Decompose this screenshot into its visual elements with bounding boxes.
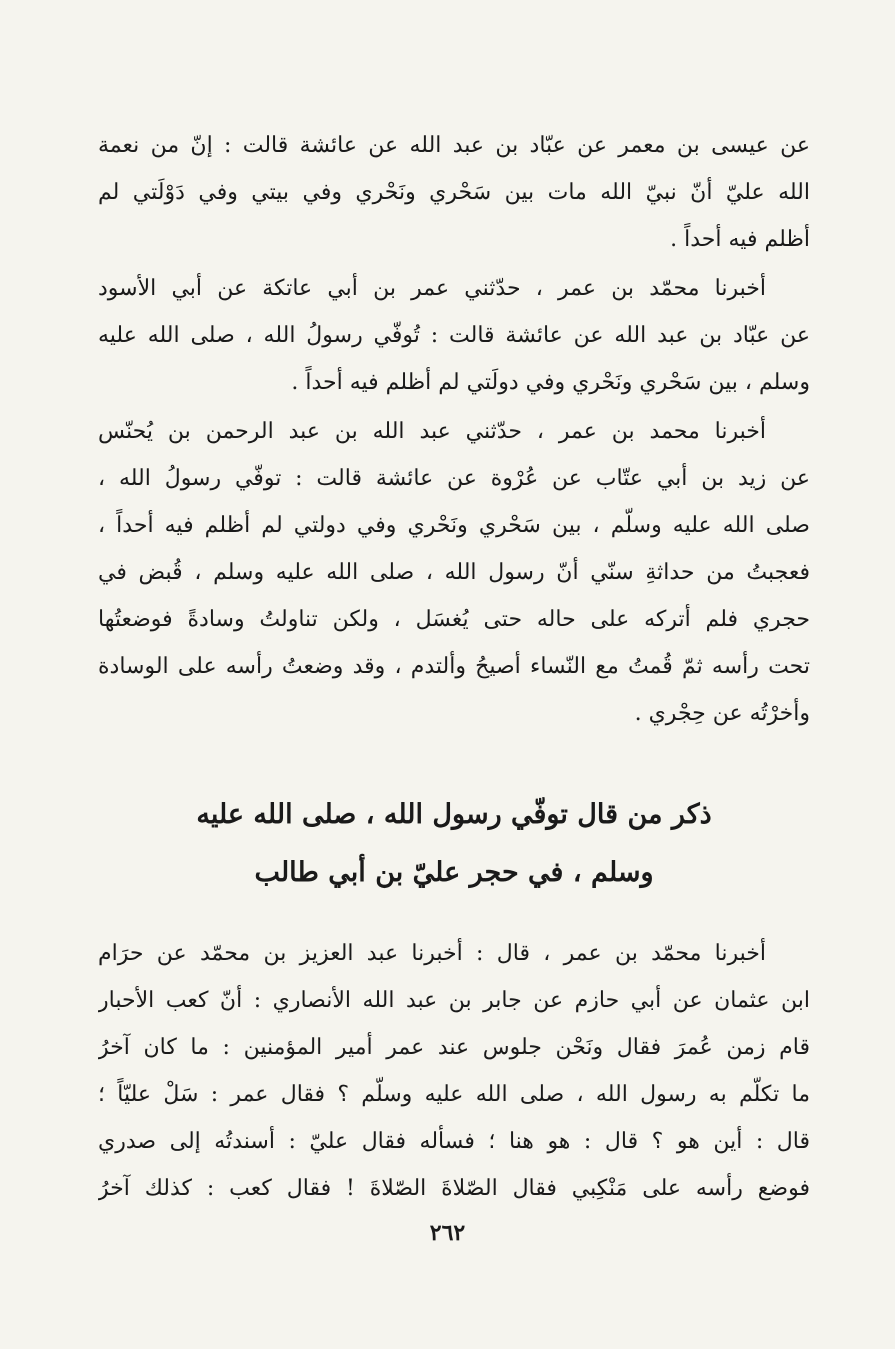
section-heading bbox=[98, 786, 810, 902]
text-line: عن عبّاد بن عبد الله عن عائشة قالت : تُوفّي رسولُ الله ، صلى الله عليه bbox=[98, 323, 810, 348]
text-line: عن زيد بن أبي عتّاب عن عُرْوة عن عائشة قالت : توفّي رسولُ الله ، bbox=[98, 466, 810, 491]
page-number: ٢٦٢ bbox=[429, 1220, 466, 1246]
text-line: فوضع رأسه على مَنْكِبي فقال الصّلاةَ الصّلاةَ ! فقال كعب : كذلك آخرُ bbox=[98, 1176, 810, 1201]
paragraph-1 bbox=[98, 122, 810, 263]
text-line: الله عليّ أنّ نبيّ الله مات بين سَحْري ونَحْري وفي بيتي وفي دَوْلَتي لم bbox=[98, 180, 810, 205]
text-line: حجري فلم أتركه على حاله حتى يُغسَل ، ولكن تناولتُ وسادةً فوضعتُها bbox=[98, 607, 810, 632]
paragraph-4 bbox=[98, 930, 810, 1212]
paragraph-3 bbox=[98, 408, 810, 737]
text-line: قام زمن عُمرَ فقال ونَحْن جلوس عند عمر أمير المؤمنين : ما كان آخرُ bbox=[98, 1035, 810, 1060]
text-line: أخبرنا محمّد بن عمر ، قال : أخبرنا عبد العزيز بن محمّد عن حرَام bbox=[98, 941, 766, 966]
top-text-block bbox=[98, 122, 810, 737]
text-line: وسلم ، بين سَحْري ونَحْري وفي دولَتي لم أظلم فيه أحداً . bbox=[291, 370, 810, 395]
text-line: ابن عثمان عن أبي حازم عن جابر بن عبد الله الأنصاري : أنّ كعب الأحبار bbox=[98, 988, 810, 1013]
heading-line-1: ذكر من قال توفّي رسول الله ، صلى الله عليه bbox=[196, 799, 712, 830]
text-line: صلى الله عليه وسلّم ، بين سَحْري ونَحْري وفي دولتي لم أظلم فيه أحداً ، bbox=[98, 513, 810, 538]
text-line: قال : أين هو ؟ قال : هو هنا ؛ فسأله فقال عليّ : أسندتُه إلى صدري bbox=[98, 1129, 810, 1154]
text-line: أخبرنا محمد بن عمر ، حدّثني عبد الله بن عبد الرحمن بن يُحنّس bbox=[98, 419, 766, 444]
text-line: أظلم فيه أحداً . bbox=[670, 227, 810, 252]
text-line: فعجبتُ من حداثةِ سنّي أنّ رسول الله ، صلى الله عليه وسلم ، قُبض في bbox=[98, 560, 810, 585]
text-line: تحت رأسه ثمّ قُمتُ مع النّساء أصيحُ وألتدم ، وقد وضعتُ رأسه على الوسادة bbox=[98, 654, 810, 679]
text-line: عن عيسى بن معمر عن عبّاد بن عبد الله عن عائشة قالت : إنّ من نعمة bbox=[98, 133, 810, 158]
text-line: وأخرْتُه عن حِجْري . bbox=[634, 701, 810, 726]
heading-line-2: وسلم ، في حجر عليّ بن أبي طالب bbox=[254, 857, 654, 888]
paragraph-2 bbox=[98, 265, 810, 406]
bottom-text-block bbox=[98, 930, 810, 1212]
text-line: ما تكلّم به رسول الله ، صلى الله عليه وسلّم ؟ فقال عمر : سَلْ عليّاً ؛ bbox=[98, 1082, 810, 1107]
text-line: أخبرنا محمّد بن عمر ، حدّثني عمر بن أبي عاتكة عن أبي الأسود bbox=[98, 276, 766, 301]
